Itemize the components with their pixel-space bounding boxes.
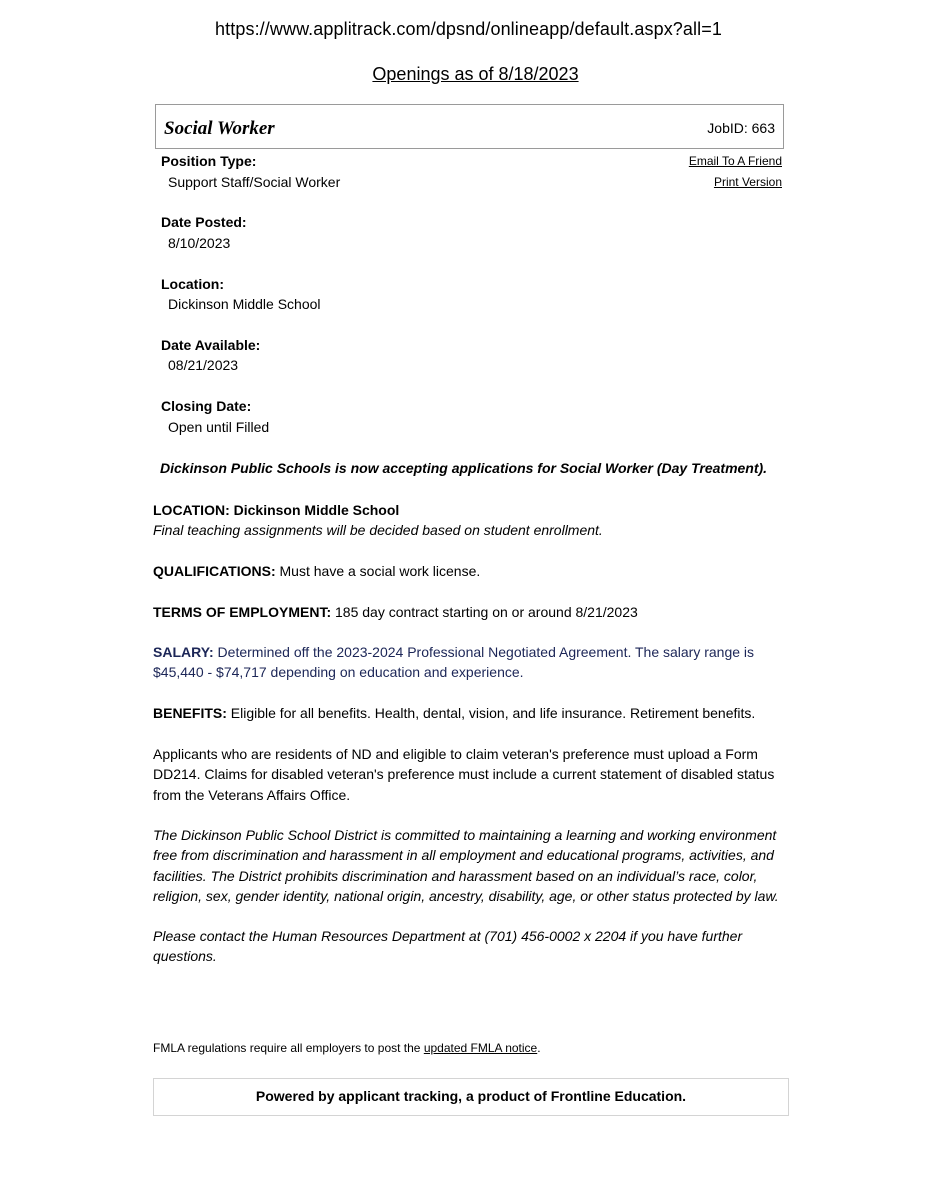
job-title: Social Worker: [164, 118, 275, 139]
fmla-notice-link[interactable]: updated FMLA notice: [423, 1041, 538, 1055]
qualifications-label: QUALIFICATIONS:: [153, 563, 276, 579]
position-type-label: Position Type:: [161, 153, 257, 169]
location-value: Dickinson Middle School: [168, 296, 321, 312]
announcement: Dickinson Public Schools is now accepting applications for Social Worker (Day Treatment).: [160, 460, 768, 476]
closing-date-value: Open until Filled: [168, 419, 270, 435]
qualifications-text: Must have a social work license.: [275, 563, 481, 579]
openings-heading: Openings as of 8/18/2023: [372, 64, 579, 84]
salary-section: [153, 642, 793, 683]
location-section: [153, 500, 793, 541]
closing-date-label: Closing Date:: [161, 398, 252, 414]
terms-section: [153, 602, 793, 622]
veterans-preference-text: Applicants who are residents of ND and eligible to claim veteran's preference must upload a Form DD214. Claims for disabled veteran's preference must include a current statement of disabled status from the Veterans Affairs Office.: [153, 746, 775, 803]
salary-label: SALARY:: [153, 644, 214, 660]
assignment-note: Final teaching assignments will be decided based on student enrollment.: [153, 522, 603, 539]
salary-text: Determined off the 2023-2024 Professional Negotiated Agreement. The salary range is $45,440 - $74,717 depending on education and experience.: [153, 644, 755, 681]
benefits-section: [153, 703, 793, 723]
date-available-label: Date Available:: [161, 337, 261, 353]
benefits-label: BENEFITS:: [153, 705, 227, 721]
terms-label: TERMS OF EMPLOYMENT:: [153, 604, 332, 620]
location-line: LOCATION: Dickinson Middle School: [153, 502, 400, 518]
email-to-friend-link[interactable]: Email To A Friend: [688, 154, 782, 168]
page-url: https://www.applitrack.com/dpsnd/onlineapp/default.aspx?all=1: [215, 19, 722, 39]
contact-text: Please contact the Human Resources Department at (701) 456-0002 x 2204 if you have further questions.: [153, 928, 743, 965]
terms-text: 185 day contract starting on or around 8/21/2023: [331, 604, 638, 620]
benefits-text: Eligible for all benefits. Health, dental, vision, and life insurance. Retirement benefits.: [226, 705, 756, 721]
nondiscrimination-text: The Dickinson Public School District is committed to maintaining a learning and working environment free from discrimination and harassment in all employment and educational programs, activities, and facilities. The District prohibits discrimination and harassment based on an individual’s race, color, religion, sex, gender identity, national origin, ancestry, disability, age, or other status protected by law.: [153, 827, 779, 904]
position-type-value: Support Staff/Social Worker: [168, 174, 341, 190]
date-posted-value: 8/10/2023: [168, 235, 231, 251]
date-available-value: 08/21/2023: [168, 357, 239, 373]
job-title-box: [155, 104, 784, 149]
fmla-notice: [153, 1041, 541, 1055]
location-label: Location:: [161, 276, 224, 292]
job-id: JobID: 663: [707, 120, 775, 136]
fmla-text: FMLA regulations require all employers to post the: [153, 1041, 424, 1055]
qualifications-section: [153, 561, 793, 581]
powered-by-footer: Powered by applicant tracking, a product of Frontline Education.: [153, 1078, 789, 1116]
fmla-period: .: [537, 1041, 541, 1055]
print-version-link[interactable]: Print Version: [713, 175, 782, 189]
date-posted-label: Date Posted:: [161, 214, 247, 230]
